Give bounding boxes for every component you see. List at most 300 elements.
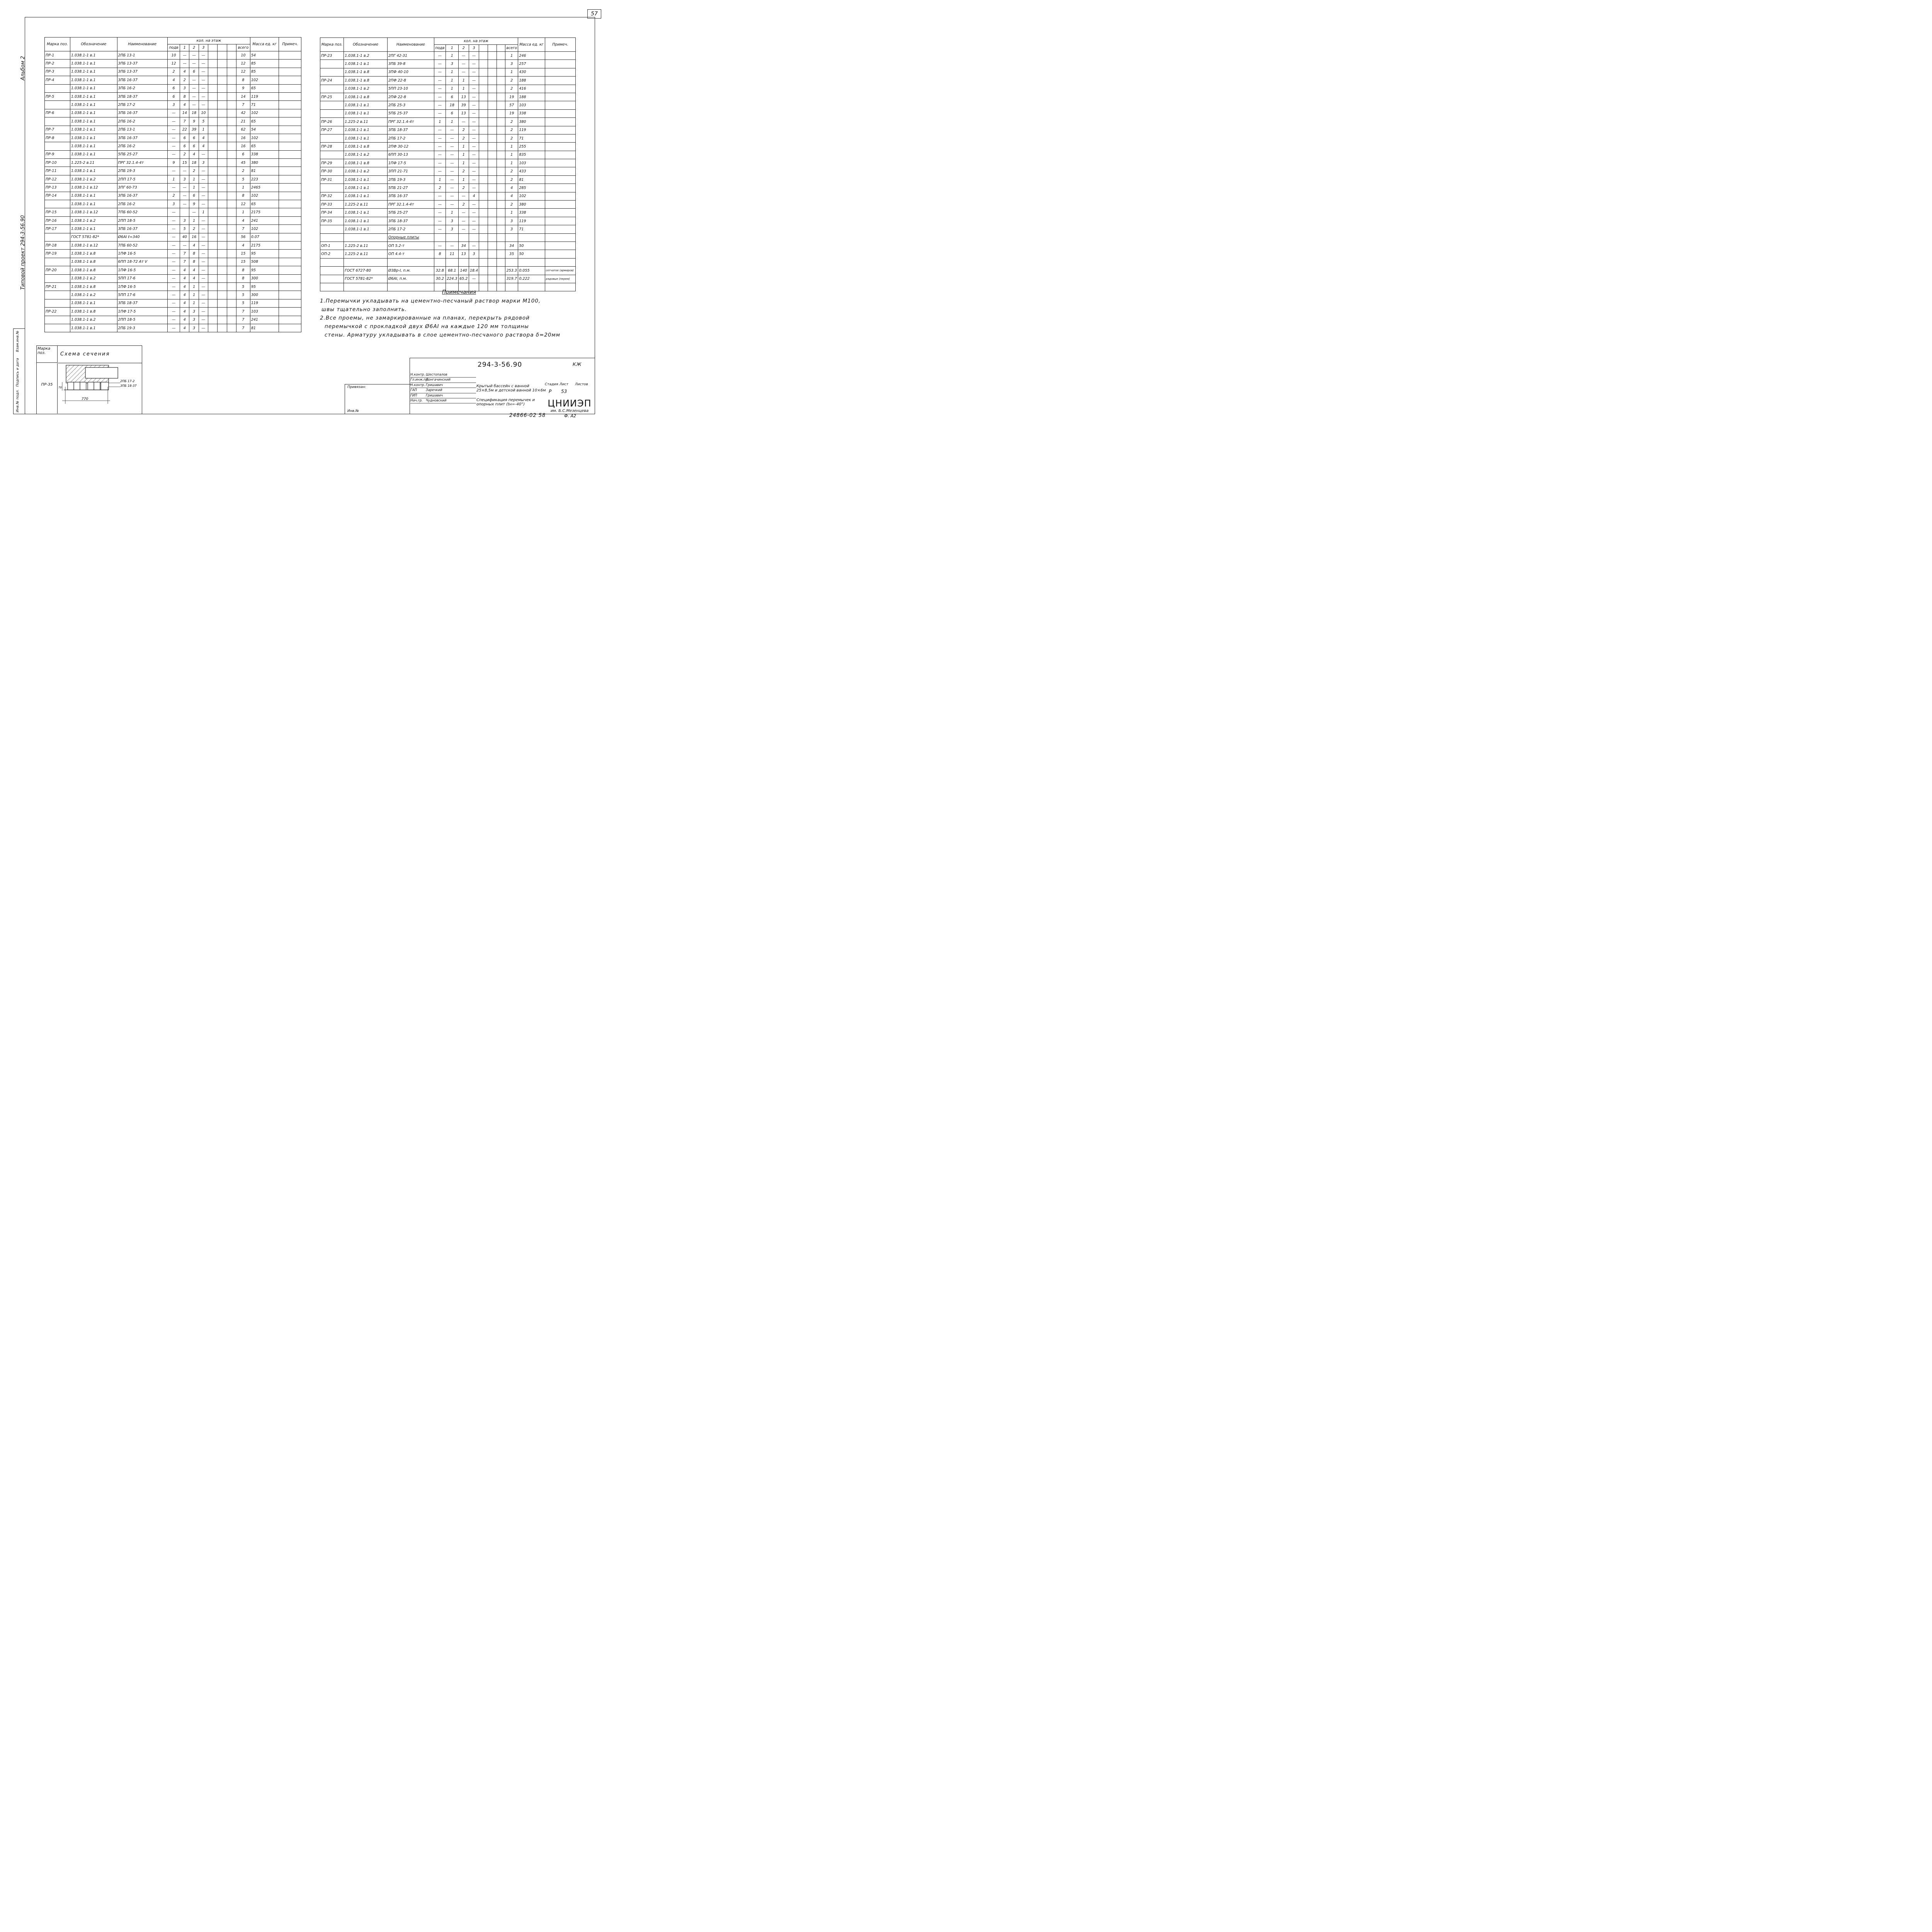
cell-qty bbox=[208, 126, 218, 134]
cell-qty: — bbox=[458, 225, 469, 233]
cell-qty: — bbox=[446, 167, 458, 175]
cell-qty bbox=[227, 167, 236, 175]
cell-name: 2ПП 17-5 bbox=[117, 175, 167, 183]
cell-qty: — bbox=[167, 299, 180, 307]
lintel-block bbox=[74, 382, 80, 390]
cell-qty: 2 bbox=[189, 225, 199, 233]
cell-name: 2ПП 18-5 bbox=[117, 216, 167, 224]
header-note: Примеч. bbox=[545, 38, 575, 52]
cell-mass: 119 bbox=[518, 217, 545, 225]
cell-qty bbox=[208, 282, 218, 291]
cell-note bbox=[279, 109, 301, 117]
cell-mark: ПР-5 bbox=[45, 92, 70, 100]
cell-mark: ПР-25 bbox=[320, 93, 344, 101]
cell-qty: — bbox=[469, 85, 479, 93]
cell-qty: 8 bbox=[236, 266, 250, 274]
table-row bbox=[320, 225, 576, 233]
cell-qty: — bbox=[446, 151, 458, 159]
cell-qty: 6 bbox=[189, 134, 199, 142]
cell-qty: — bbox=[199, 51, 208, 60]
cell-mass: 380 bbox=[518, 118, 545, 126]
cell-qty: 13 bbox=[458, 250, 469, 258]
table-row bbox=[320, 60, 576, 68]
cell-mark bbox=[320, 233, 344, 242]
cell-name: Ø3Вр-I, п.м. bbox=[387, 267, 434, 275]
cell-note bbox=[545, 159, 575, 167]
signature-name: Лонгачинский bbox=[426, 378, 451, 382]
cell-qty bbox=[218, 200, 227, 208]
cell-note bbox=[279, 68, 301, 76]
cell-qty: — bbox=[434, 85, 446, 93]
cell-qty: — bbox=[434, 143, 446, 151]
cell-note bbox=[279, 299, 301, 307]
cell-qty: 13 bbox=[458, 109, 469, 117]
cell-note bbox=[545, 118, 575, 126]
cell-qty: — bbox=[189, 92, 199, 100]
cell-qty: — bbox=[469, 68, 479, 76]
cell-qty: — bbox=[469, 109, 479, 117]
cell-qty bbox=[227, 250, 236, 258]
cell-qty bbox=[488, 143, 497, 151]
cell-qty: — bbox=[199, 308, 208, 316]
cell-qty bbox=[488, 77, 497, 85]
cell-qty: — bbox=[469, 126, 479, 134]
cell-name: 3ПБ 18-37 bbox=[117, 299, 167, 307]
cell-mark: ПР-24 bbox=[320, 77, 344, 85]
cell-qty bbox=[469, 233, 479, 242]
cell-qty: 6 bbox=[189, 142, 199, 150]
cell-qty bbox=[227, 316, 236, 324]
cell-designation: 1.038.1-1 в.1 bbox=[70, 142, 117, 150]
cell-qty bbox=[227, 282, 236, 291]
cell-qty: — bbox=[199, 266, 208, 274]
cell-note bbox=[279, 208, 301, 216]
cell-qty: — bbox=[167, 184, 180, 192]
cell-designation: 1.038.1-1 в.2 bbox=[70, 291, 117, 299]
cell-qty: 39 bbox=[189, 126, 199, 134]
cell-qty bbox=[446, 233, 458, 242]
cell-qty: 9 bbox=[189, 117, 199, 126]
cell-qty: — bbox=[167, 241, 180, 249]
cell-mark: ОП-2 bbox=[320, 250, 344, 258]
cell-mass: 338 bbox=[518, 209, 545, 217]
table-row bbox=[45, 225, 301, 233]
note-line: перемычкой с прокладкой двух Ø6АI на каждые 120 мм толщины bbox=[325, 323, 529, 330]
cell-name: 3ПБ 18-37 bbox=[387, 217, 434, 225]
cell-qty: 4 bbox=[180, 291, 189, 299]
cell-designation: ГОСТ 5781-82* bbox=[344, 275, 388, 283]
table-row bbox=[45, 324, 301, 332]
leader-label: 2ПБ 17-2 bbox=[120, 379, 135, 383]
cell-qty bbox=[208, 233, 218, 241]
cell-note bbox=[279, 117, 301, 126]
cell-qty bbox=[218, 208, 227, 216]
cell-qty: 3 bbox=[469, 250, 479, 258]
cell-mass: 103 bbox=[250, 308, 279, 316]
cell-qty: 1 bbox=[199, 208, 208, 216]
cell-qty bbox=[497, 192, 505, 200]
cell-designation: 1.038.1-1 в.1 bbox=[70, 51, 117, 60]
cell-qty: — bbox=[189, 51, 199, 60]
cell-designation: 1.038.1-1 в.8 bbox=[70, 308, 117, 316]
cell-qty: — bbox=[167, 142, 180, 150]
cell-qty: — bbox=[189, 60, 199, 68]
cell-qty bbox=[208, 101, 218, 109]
table-row bbox=[45, 117, 301, 126]
cell-name: 5ПБ 25-27 bbox=[117, 150, 167, 158]
cell-qty: — bbox=[199, 192, 208, 200]
cell-qty: 4 bbox=[505, 192, 518, 200]
cell-mark bbox=[320, 134, 344, 142]
cell-qty bbox=[497, 85, 505, 93]
cell-qty: — bbox=[167, 208, 180, 216]
cell-name: 2ПБ 17-2 bbox=[117, 101, 167, 109]
cell-qty: 7 bbox=[236, 225, 250, 233]
cell-note bbox=[279, 266, 301, 274]
cell-designation: 1.038.1-1 в.8 bbox=[70, 258, 117, 266]
signature-name: Шестопалов bbox=[426, 373, 447, 377]
cell-qty: 5 bbox=[199, 117, 208, 126]
cell-qty bbox=[497, 175, 505, 184]
cell-name: 3ПБ 39-8 bbox=[387, 60, 434, 68]
table-row bbox=[45, 200, 301, 208]
cell-note bbox=[545, 151, 575, 159]
cell-name: 3ПФ 40-10 bbox=[387, 68, 434, 76]
cell-designation: 1.038.1-1 в.1 bbox=[70, 68, 117, 76]
section-code: КЖ bbox=[573, 362, 582, 367]
sheet-name: Спецификация перемычек и опорных плит (tн=-40°) bbox=[476, 398, 535, 406]
cell-qty: 57 bbox=[505, 101, 518, 109]
document-code bbox=[478, 361, 594, 369]
cell-qty: 7 bbox=[236, 324, 250, 332]
cell-qty: — bbox=[199, 175, 208, 183]
header-mass: Масса ед. кг bbox=[518, 38, 545, 52]
cell-mass: 102 bbox=[518, 192, 545, 200]
cell-qty: — bbox=[189, 208, 199, 216]
table-row bbox=[320, 126, 576, 134]
cell-qty: — bbox=[199, 258, 208, 266]
cell-qty bbox=[479, 68, 488, 76]
cell-qty bbox=[218, 308, 227, 316]
cell-designation: 1.225-2 в.11 bbox=[344, 250, 388, 258]
header-floor bbox=[218, 44, 227, 51]
cell-mass: 102 bbox=[250, 76, 279, 84]
cell-note bbox=[545, 109, 575, 117]
cell-name: 2ПФ 22-8 bbox=[387, 77, 434, 85]
schema-mark: ПР-35 bbox=[37, 363, 58, 413]
cell-qty bbox=[434, 233, 446, 242]
sheets-header: Листов bbox=[575, 383, 588, 386]
cell-qty: 2 bbox=[458, 134, 469, 142]
table-row bbox=[320, 217, 576, 225]
signature-name: Гришавич bbox=[426, 383, 443, 387]
cell-qty bbox=[208, 68, 218, 76]
header-designation: Обозначение bbox=[344, 38, 388, 52]
cell-name: 2ПБ 17-2 bbox=[387, 134, 434, 142]
cell-note bbox=[279, 134, 301, 142]
cell-qty: — bbox=[458, 209, 469, 217]
cell-qty bbox=[479, 85, 488, 93]
table-row bbox=[45, 291, 301, 299]
table-row bbox=[320, 52, 576, 60]
header-floor: 1 bbox=[446, 45, 458, 52]
cell-note bbox=[545, 134, 575, 142]
cell-name: ОП 5.2-т bbox=[387, 242, 434, 250]
cell-mass: 119 bbox=[250, 299, 279, 307]
cell-mass: 65 bbox=[250, 200, 279, 208]
cell-qty: — bbox=[199, 316, 208, 324]
cell-qty: 6 bbox=[446, 109, 458, 117]
table-row bbox=[320, 184, 576, 192]
cell-qty: — bbox=[469, 209, 479, 217]
cell-qty: 2 bbox=[505, 175, 518, 184]
cell-mark: ПР-4 bbox=[45, 76, 70, 84]
cell-designation: 1.038.1-1 в.1 bbox=[70, 200, 117, 208]
cell-qty bbox=[488, 68, 497, 76]
cell-qty: — bbox=[458, 68, 469, 76]
cell-designation: 1.038.1-1 в.1 bbox=[70, 126, 117, 134]
cell-qty: — bbox=[167, 216, 180, 224]
header-floor bbox=[227, 44, 236, 51]
cell-qty bbox=[227, 225, 236, 233]
cell-mark: ПР-30 bbox=[320, 167, 344, 175]
cell-mark: ПР-8 bbox=[45, 134, 70, 142]
cell-designation: 1.038.1-1 в.2 bbox=[344, 151, 388, 159]
signature-name: Гришавич bbox=[426, 393, 443, 398]
cell-qty: 10 bbox=[236, 51, 250, 60]
cell-qty: 2 bbox=[180, 150, 189, 158]
cell-qty: 22 bbox=[180, 126, 189, 134]
cell-note bbox=[279, 167, 301, 175]
cell-qty: — bbox=[446, 134, 458, 142]
cell-qty: 1 bbox=[446, 209, 458, 217]
signature-role: Нач.гр. bbox=[410, 398, 423, 403]
cell-mark: ПР-32 bbox=[320, 192, 344, 200]
cell-qty: — bbox=[199, 274, 208, 282]
cell-qty: — bbox=[199, 299, 208, 307]
cell-mark: ПР-34 bbox=[320, 209, 344, 217]
stage-header: Стадия bbox=[545, 383, 558, 386]
cell-designation: 1.225-2 в.11 bbox=[344, 242, 388, 250]
signature-role: ГИП bbox=[410, 393, 417, 398]
cell-qty: 2 bbox=[505, 201, 518, 209]
cell-qty: 3 bbox=[167, 101, 180, 109]
cell-mass: 835 bbox=[518, 151, 545, 159]
cell-qty bbox=[505, 233, 518, 242]
cell-qty bbox=[497, 159, 505, 167]
cell-qty: — bbox=[167, 126, 180, 134]
cell-qty bbox=[227, 299, 236, 307]
cell-note bbox=[545, 250, 575, 258]
cell-qty: — bbox=[167, 134, 180, 142]
cell-designation: 1.038.1-1 в.1 bbox=[344, 60, 388, 68]
cell-qty: 16 bbox=[236, 134, 250, 142]
cell-qty bbox=[227, 76, 236, 84]
table-row bbox=[320, 85, 576, 93]
cell-mark bbox=[320, 101, 344, 109]
cell-designation: 1.038.1-1 в.1 bbox=[344, 126, 388, 134]
cell-qty: — bbox=[167, 225, 180, 233]
cell-note bbox=[545, 258, 575, 266]
cell-name: 2ПФ 22-8 bbox=[387, 93, 434, 101]
cell-note bbox=[279, 308, 301, 316]
cell-qty bbox=[227, 134, 236, 142]
cell-mark bbox=[45, 316, 70, 324]
cell-qty: 3 bbox=[446, 60, 458, 68]
cell-qty bbox=[218, 51, 227, 60]
cell-qty: 1 bbox=[446, 68, 458, 76]
cell-name: 2ПБ 17-2 bbox=[387, 225, 434, 233]
cell-name: 1ПФ 16-5 bbox=[117, 282, 167, 291]
cell-name: 3ПБ 18-37 bbox=[117, 92, 167, 100]
cell-qty: 6 bbox=[446, 93, 458, 101]
table-row bbox=[45, 167, 301, 175]
cell-qty: 11 bbox=[446, 250, 458, 258]
cell-qty: — bbox=[434, 192, 446, 200]
cell-mass: 54 bbox=[250, 126, 279, 134]
note-line: 1.Перемычки укладывать на цементно-песчаный раствор марки М100, bbox=[320, 298, 541, 304]
cell-designation: 1.038.1-1 в.1 bbox=[70, 92, 117, 100]
cell-qty: 6 bbox=[180, 142, 189, 150]
cell-qty: 1 bbox=[505, 151, 518, 159]
cell-qty: 21 bbox=[236, 117, 250, 126]
cell-qty bbox=[497, 126, 505, 134]
cell-note bbox=[545, 233, 575, 242]
cell-note bbox=[279, 92, 301, 100]
cell-mark bbox=[45, 101, 70, 109]
cell-qty: 1 bbox=[446, 77, 458, 85]
table-row bbox=[45, 266, 301, 274]
cell-qty bbox=[227, 126, 236, 134]
table-row bbox=[45, 92, 301, 100]
cell-qty: — bbox=[199, 68, 208, 76]
cell-qty: — bbox=[434, 52, 446, 60]
cell-qty bbox=[488, 151, 497, 159]
cell-qty: 65.2 bbox=[458, 275, 469, 283]
cell-qty: 12 bbox=[236, 200, 250, 208]
cell-qty: 9 bbox=[167, 159, 180, 167]
cell-qty: 4 bbox=[180, 101, 189, 109]
cell-qty bbox=[208, 250, 218, 258]
cell-qty: — bbox=[167, 250, 180, 258]
cell-qty: 1 bbox=[236, 208, 250, 216]
cell-designation: 1.038.1-1 в.12 bbox=[70, 241, 117, 249]
cell-qty bbox=[479, 143, 488, 151]
cell-qty bbox=[488, 175, 497, 184]
table-row bbox=[45, 150, 301, 158]
cell-note bbox=[545, 60, 575, 68]
cell-mass: 65 bbox=[250, 84, 279, 92]
cell-mass: 95 bbox=[250, 250, 279, 258]
cell-qty bbox=[218, 134, 227, 142]
stamp-replace: Взам.инв.№ bbox=[16, 330, 20, 352]
cell-qty: 2 bbox=[180, 76, 189, 84]
cell-name: 7ПБ 60-52 bbox=[117, 241, 167, 249]
cell-qty: 2 bbox=[458, 167, 469, 175]
table-row bbox=[320, 275, 576, 283]
cell-designation: 1.038.1-1 в.1 bbox=[344, 101, 388, 109]
header-floor bbox=[208, 44, 218, 51]
cell-qty bbox=[227, 51, 236, 60]
cell-note bbox=[279, 84, 301, 92]
cell-qty: 8 bbox=[180, 92, 189, 100]
lintel-block bbox=[68, 382, 74, 390]
cell-mark bbox=[320, 275, 344, 283]
cell-qty: 140 bbox=[458, 267, 469, 275]
cell-name: 2ПФ 30-12 bbox=[387, 143, 434, 151]
lintel-top bbox=[85, 367, 118, 378]
cell-note bbox=[545, 175, 575, 184]
cell-note bbox=[279, 150, 301, 158]
cell-qty: — bbox=[434, 109, 446, 117]
header-qty: кол. на этаж bbox=[167, 37, 250, 44]
cell-qty: — bbox=[446, 192, 458, 200]
cell-name: 3ПБ 18-37 bbox=[387, 126, 434, 134]
code: 294-3-56.90 bbox=[478, 361, 522, 369]
cell-mark bbox=[45, 142, 70, 150]
cell-name: 3ПБ 16-37 bbox=[117, 192, 167, 200]
cell-qty: 4 bbox=[189, 150, 199, 158]
cell-qty bbox=[497, 267, 505, 275]
cell-qty: 35 bbox=[505, 250, 518, 258]
cell-mass: 255 bbox=[518, 143, 545, 151]
cell-name: 3ПП 21-71 bbox=[387, 167, 434, 175]
table-row bbox=[320, 93, 576, 101]
table-row bbox=[45, 126, 301, 134]
cell-name: 3ПБ 16-37 bbox=[387, 192, 434, 200]
cell-note bbox=[279, 241, 301, 249]
cell-note bbox=[279, 291, 301, 299]
cell-qty: 4 bbox=[180, 274, 189, 282]
cell-mass: 300 bbox=[250, 291, 279, 299]
header-floor: 2 bbox=[458, 45, 469, 52]
header-designation: Обозначение bbox=[70, 37, 117, 51]
signature-role: ГАП bbox=[410, 388, 417, 393]
cell-name: 2ПБ 13-1 bbox=[117, 126, 167, 134]
cell-qty: — bbox=[167, 316, 180, 324]
table-row bbox=[320, 159, 576, 167]
cell-name: 2ПБ 19-3 bbox=[117, 167, 167, 175]
cell-qty: — bbox=[167, 167, 180, 175]
cell-qty: 10 bbox=[167, 51, 180, 60]
cell-qty: 4 bbox=[180, 308, 189, 316]
cell-qty: — bbox=[199, 101, 208, 109]
signature-row bbox=[410, 393, 476, 398]
table-row bbox=[320, 267, 576, 275]
cell-qty bbox=[218, 291, 227, 299]
cell-qty: 1 bbox=[458, 85, 469, 93]
cell-qty: — bbox=[167, 308, 180, 316]
cell-name: 3ПБ 13-37 bbox=[117, 60, 167, 68]
table-row bbox=[320, 233, 576, 242]
cell-qty bbox=[227, 266, 236, 274]
cell-note bbox=[545, 242, 575, 250]
cell-qty: 1 bbox=[505, 68, 518, 76]
table-row bbox=[45, 101, 301, 109]
cell-designation: 1.038.1-1 в.2 bbox=[70, 316, 117, 324]
cell-qty: 2 bbox=[505, 134, 518, 142]
header-note: Примеч. bbox=[279, 37, 301, 51]
cell-qty bbox=[488, 60, 497, 68]
header-name: Наименование bbox=[387, 38, 434, 52]
table-row bbox=[45, 233, 301, 241]
table-row bbox=[45, 159, 301, 167]
project-label: Типовой проект 294-3-56.90 bbox=[20, 215, 26, 290]
cell-qty: 62 bbox=[236, 126, 250, 134]
left-stamp bbox=[13, 328, 25, 414]
cell-mass: 50 bbox=[518, 242, 545, 250]
cell-qty bbox=[208, 291, 218, 299]
